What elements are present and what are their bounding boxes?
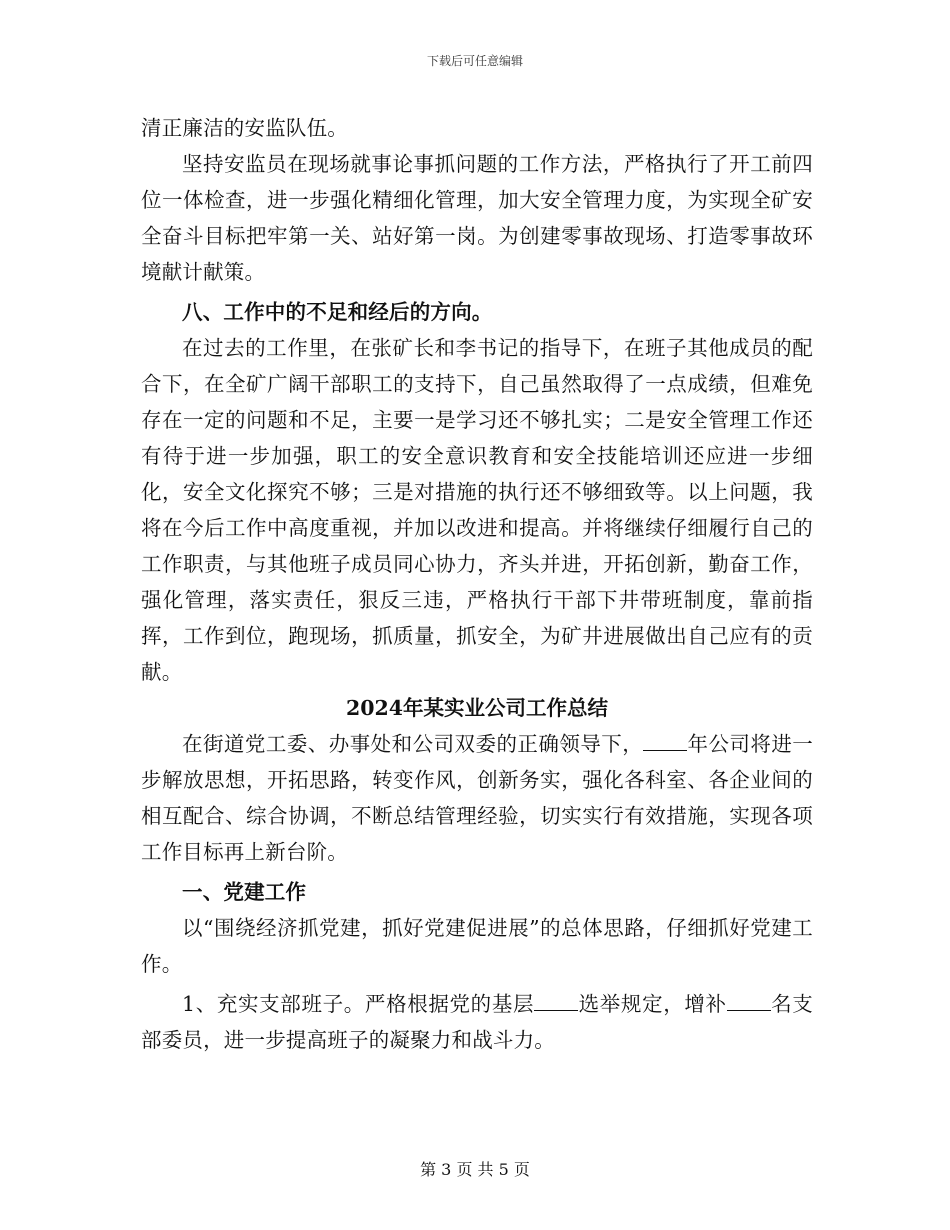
page-footer: 第 3 页 共 5 页: [420, 1160, 530, 1179]
section-heading-party-building: 一、党建工作: [182, 880, 307, 904]
paragraph-safety-method: 坚持安监员在现场就事论事抓问题的工作方法，严格执行了开工前四位一体检查，进一步强化精细化管理，加大安全管理力度，为实现全矿安全奋斗目标把牢第一关、站好第一岗。为创建零事故现场、打造零事故环境献计献策。: [141, 152, 813, 284]
committee-text-1: 1、充实支部班子。严格根据党的基层: [182, 992, 535, 1016]
paragraph-shortcomings: 在过去的工作里，在张矿长和李书记的指导下，在班子其他成员的配合下，在全矿广阔干部职工的支持下，自己虽然取得了一点成绩，但难免存在一定的问题和不足，主要一是学习还不够扎实；二是安全管理工作还有待于进一步加强，职工的安全意识教育和安全技能培训还应进一步细化，安全文化探究不够；三是对措施的执行还不够细致等。以上问题，我将在今后工作中高度重视，并加以改进和提高。并将继续仔细履行自己的工作职责，与其他班子成员同心协力，齐头并进，开拓创新，勤奋工作，强化管理，落实责任，狠反三违，严格执行干部下井带班制度，靠前指挥，工作到位，跑现场，抓质量，抓安全，为矿井进展做出自己应有的贡献。: [141, 336, 813, 684]
fill-blank-organization: [534, 988, 578, 1011]
fill-blank-count: [727, 988, 771, 1011]
paragraph-intro: [141, 726, 813, 870]
paragraph-branch-committee: [141, 986, 813, 1058]
page-header: 下载后可任意编辑: [426, 54, 523, 68]
document-title: 2024年某实业公司工作总结: [345, 696, 609, 720]
fill-blank-year: [643, 728, 687, 751]
intro-prefix: 在街道党工委、办事处和公司双委的正确领导下，: [182, 732, 644, 756]
document-body: [141, 110, 813, 1058]
committee-text-2: 选举规定，增补: [578, 992, 727, 1016]
intro-text: 年公司将进一步解放思想，开拓思路，转变作风，创新务实，强化各科室、各企业间的相互配合、综合协调，不断总结管理经验，切实实行有效措施，实现各项工作目标再上新台阶。: [141, 732, 814, 864]
paragraph-party-approach: 以“围绕经济抓党建，抓好党建促进展”的总体思路，仔细抓好党建工作。: [141, 916, 813, 976]
paragraph-continuation: 清正廉洁的安监队伍。: [141, 116, 348, 140]
committee-text-3: 名支部委员，进一步提高班子的凝聚力和战斗力。: [141, 992, 813, 1052]
section-heading-shortcomings: 八、工作中的不足和经后的方向。: [182, 300, 493, 324]
